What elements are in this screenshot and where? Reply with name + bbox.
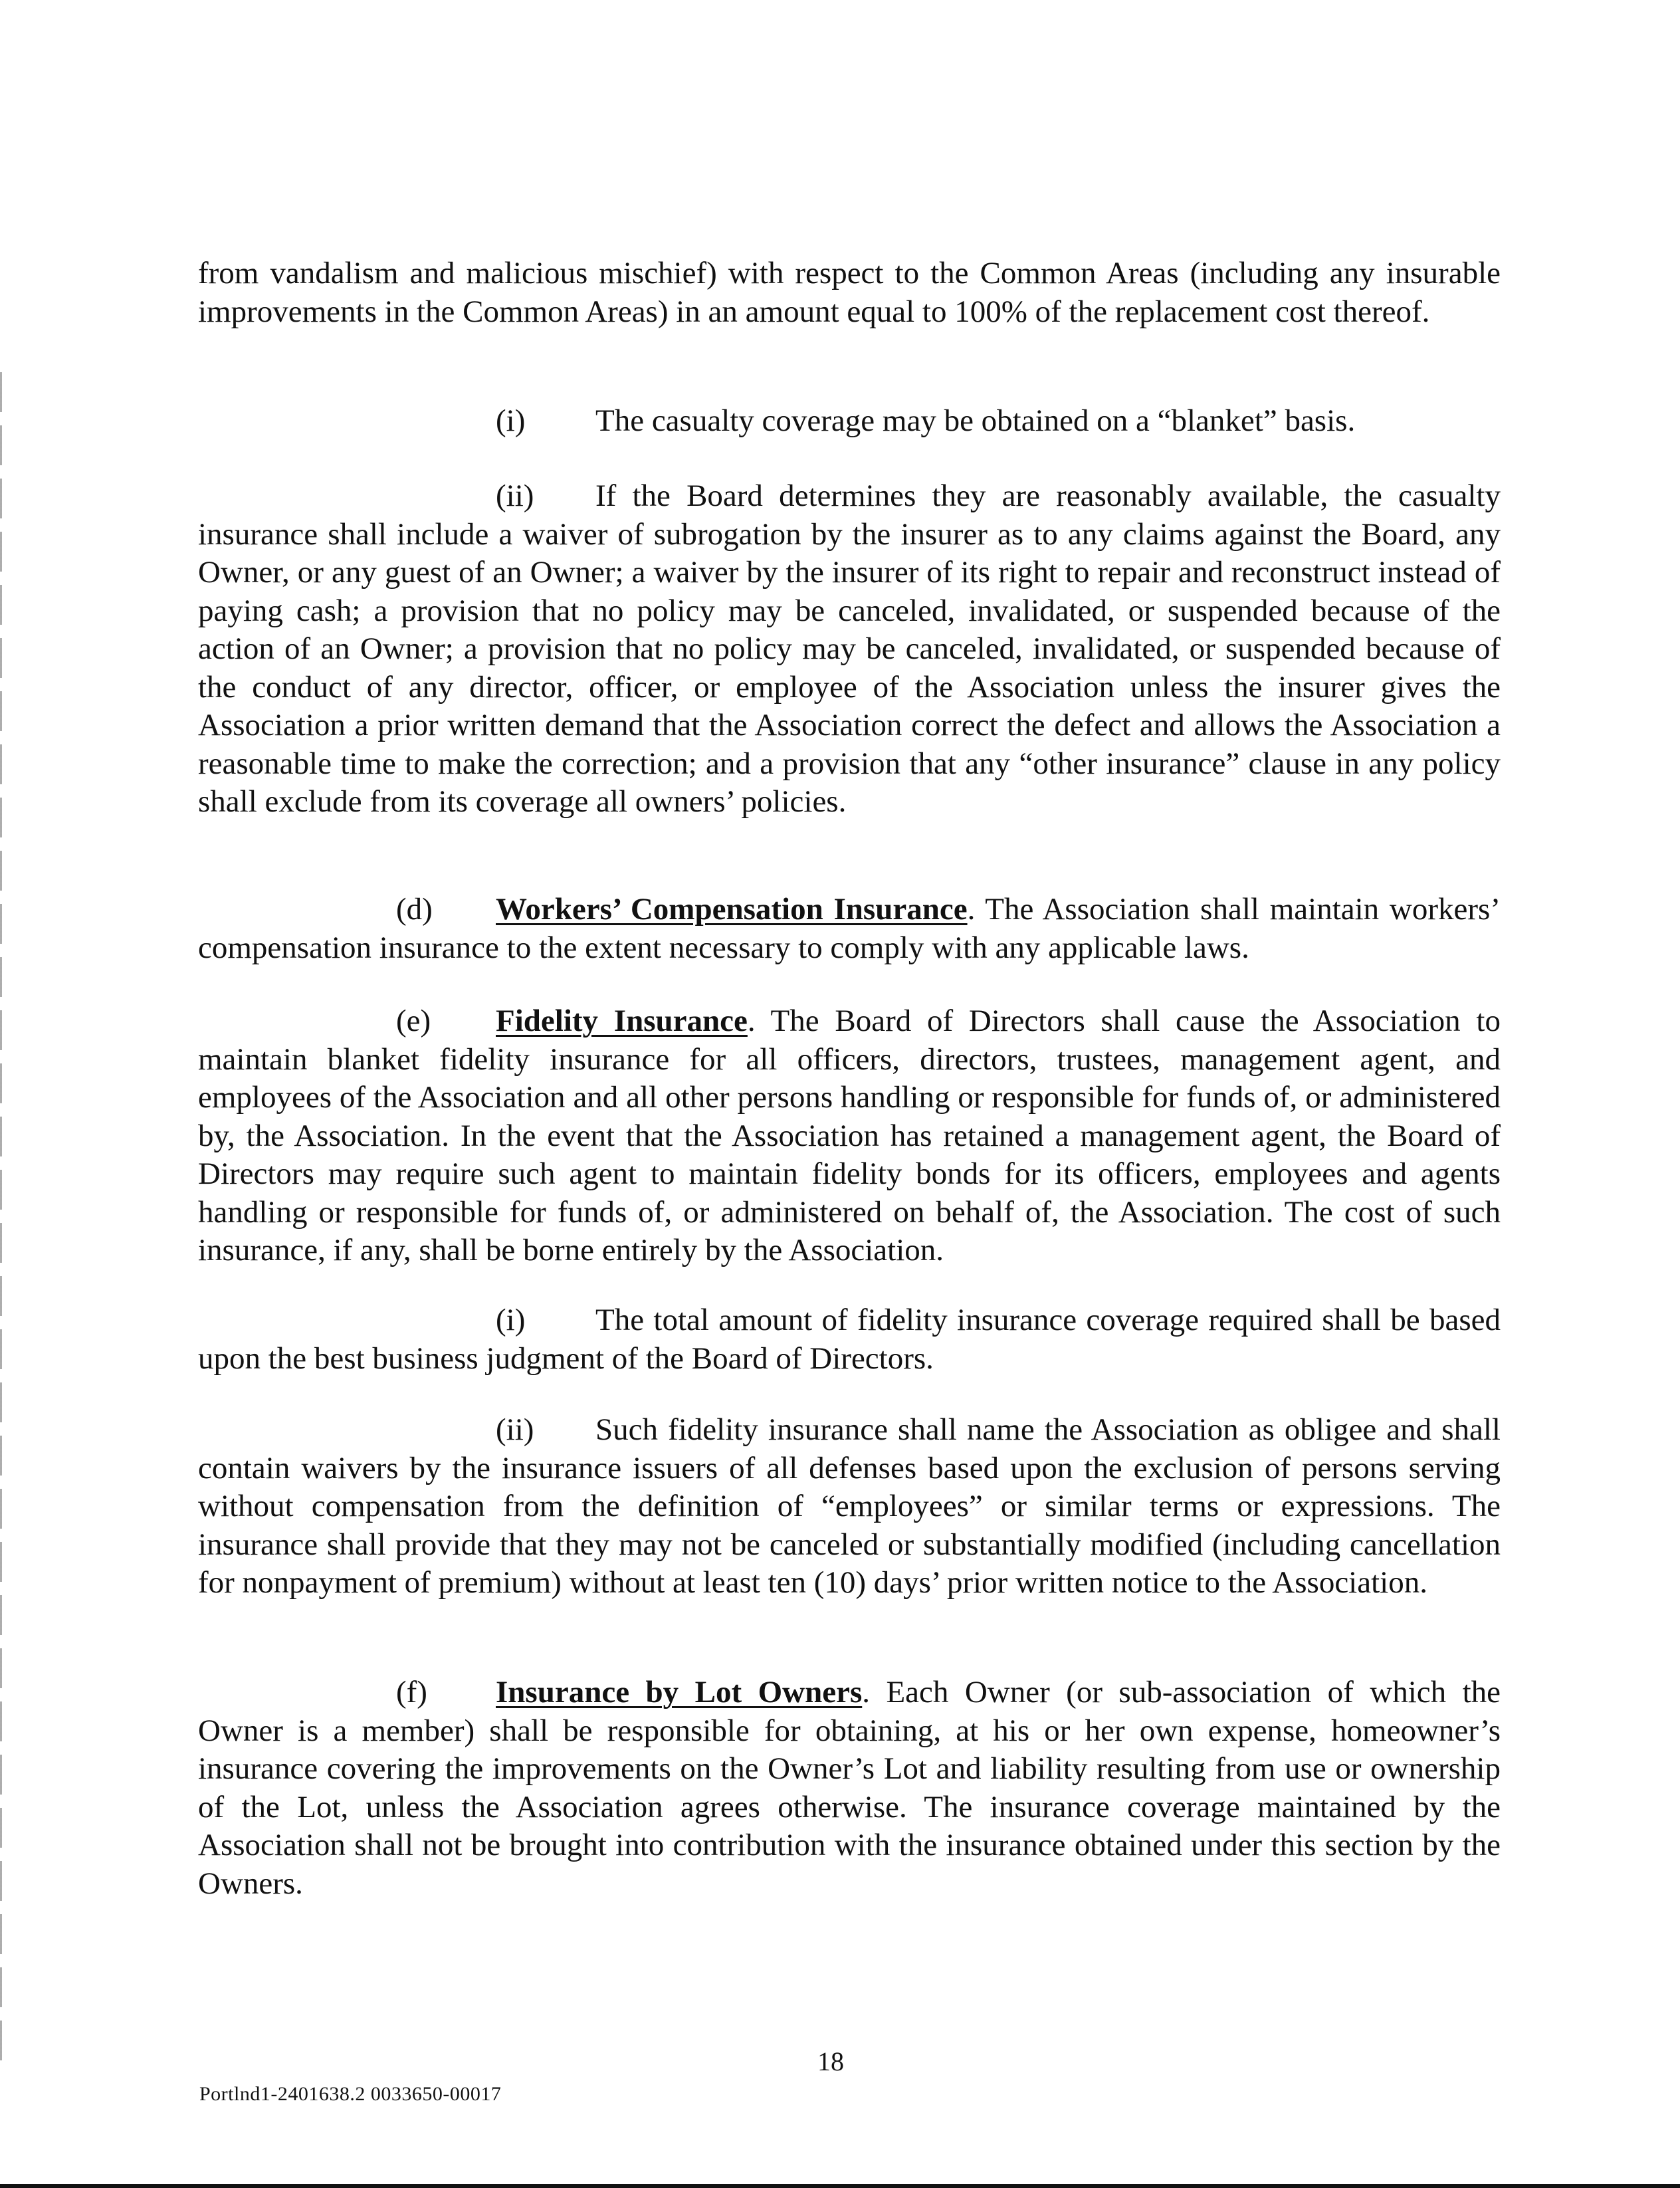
marker-e: (e): [396, 1004, 431, 1038]
paragraph-c-i: [198, 402, 1501, 441]
paragraph-f-text: . Each Owner (or sub-association of which the Owner is a member) shall be responsible for obtaining, at his or her own expense, homeowner’s insurance covering the improvements on the Owner’s Lot and liability resulting from use or ownership of the Lot, unless the Association agrees otherwise. The insurance coverage maintained by the Association shall not be brought into contribution with the insurance obtained under this section by the Owners.: [198, 1675, 1501, 1901]
paragraph-e-ii-text: Such fidelity insurance shall name the Association as obligee and shall contain waivers by the insurance issuers of all defenses based upon the exclusion of persons serving without compensation from the definition of “employees” or similar terms or expressions. The insurance shall provide that they may not be canceled or substantially modified (including cancellation for nonpayment of premium) without at least ten (10) days’ prior written notice to the Association.: [198, 1412, 1501, 1600]
marker-c-ii: (ii): [496, 479, 534, 513]
paragraph-intro-text: from vandalism and malicious mischief) with respect to the Common Areas (including any insurable improvements in the Common Areas) in an amount equal to 100% of the replacement cost thereof.: [198, 256, 1501, 329]
scan-edge-marks: [0, 372, 2, 2060]
marker-c-i: (i): [496, 403, 526, 438]
marker-d: (d): [396, 892, 433, 927]
paragraph-c-ii-text: If the Board determines they are reasonably available, the casualty insurance shall include a waiver of subrogation by the insurer as to any claims against the Board, any Owner, or any guest of an Owner; a waiver by the insurer of its right to repair and reconstruct instead of paying cash; a provision that no policy may be canceled, invalidated, or suspended because of the action of an Owner; a provision that no policy may be canceled, invalidated, or suspended because of the conduct of any director, officer, or employee of the Association unless the insurer gives the Association a prior written demand that the Association correct the defect and allows the Association a reasonable time to make the correction; and a provision that any “other insurance” clause in any policy shall exclude from its coverage all owners’ policies.: [198, 479, 1501, 819]
page-number: 18: [817, 2046, 844, 2076]
paragraph-e: [198, 1002, 1501, 1270]
paragraph-f: [198, 1674, 1501, 1903]
bottom-edge-rule: [0, 2184, 1680, 2188]
paragraph-e-text: . The Board of Directors shall cause the Association to maintain blanket fidelity insurance for all officers, directors, trustees, management agent, and employees of the Association and all other persons handling or responsible for funds of, or administered by, the Association. In the event that the Association has retained a management agent, the Board of Directors may require such agent to maintain fidelity bonds for its officers, employees and agents handling or responsible for funds of, or administered on behalf of, the Association. The cost of such insurance, if any, shall be borne entirely by the Association.: [198, 1004, 1501, 1267]
paragraph-d: [198, 891, 1501, 967]
paragraph-e-i-text: The total amount of fidelity insurance coverage required shall be based upon the best business judgment of the Board of Directors.: [198, 1303, 1501, 1376]
heading-fidelity-insurance: Fidelity Insurance: [496, 1004, 748, 1038]
marker-e-i: (i): [496, 1303, 526, 1337]
heading-workers-compensation: Workers’ Compensation Insurance: [496, 892, 968, 927]
paragraph-e-i: [198, 1301, 1501, 1378]
paragraph-d-text: . The Association shall maintain workers’ compensation insurance to the extent necessary to comply with any applicable laws.: [198, 892, 1501, 965]
document-id: Portlnd1-2401638.2 0033650-00017: [199, 2083, 502, 2105]
heading-insurance-by-lot-owners: Insurance by Lot Owners: [496, 1675, 863, 1709]
marker-f: (f): [396, 1675, 427, 1709]
paragraph-e-ii: [198, 1411, 1501, 1602]
paragraph-c-i-text: The casualty coverage may be obtained on a “blanket” basis.: [595, 403, 1356, 438]
paragraph-c-ii: [198, 477, 1501, 821]
marker-e-ii: (ii): [496, 1412, 534, 1447]
paragraph-intro: [198, 255, 1501, 331]
